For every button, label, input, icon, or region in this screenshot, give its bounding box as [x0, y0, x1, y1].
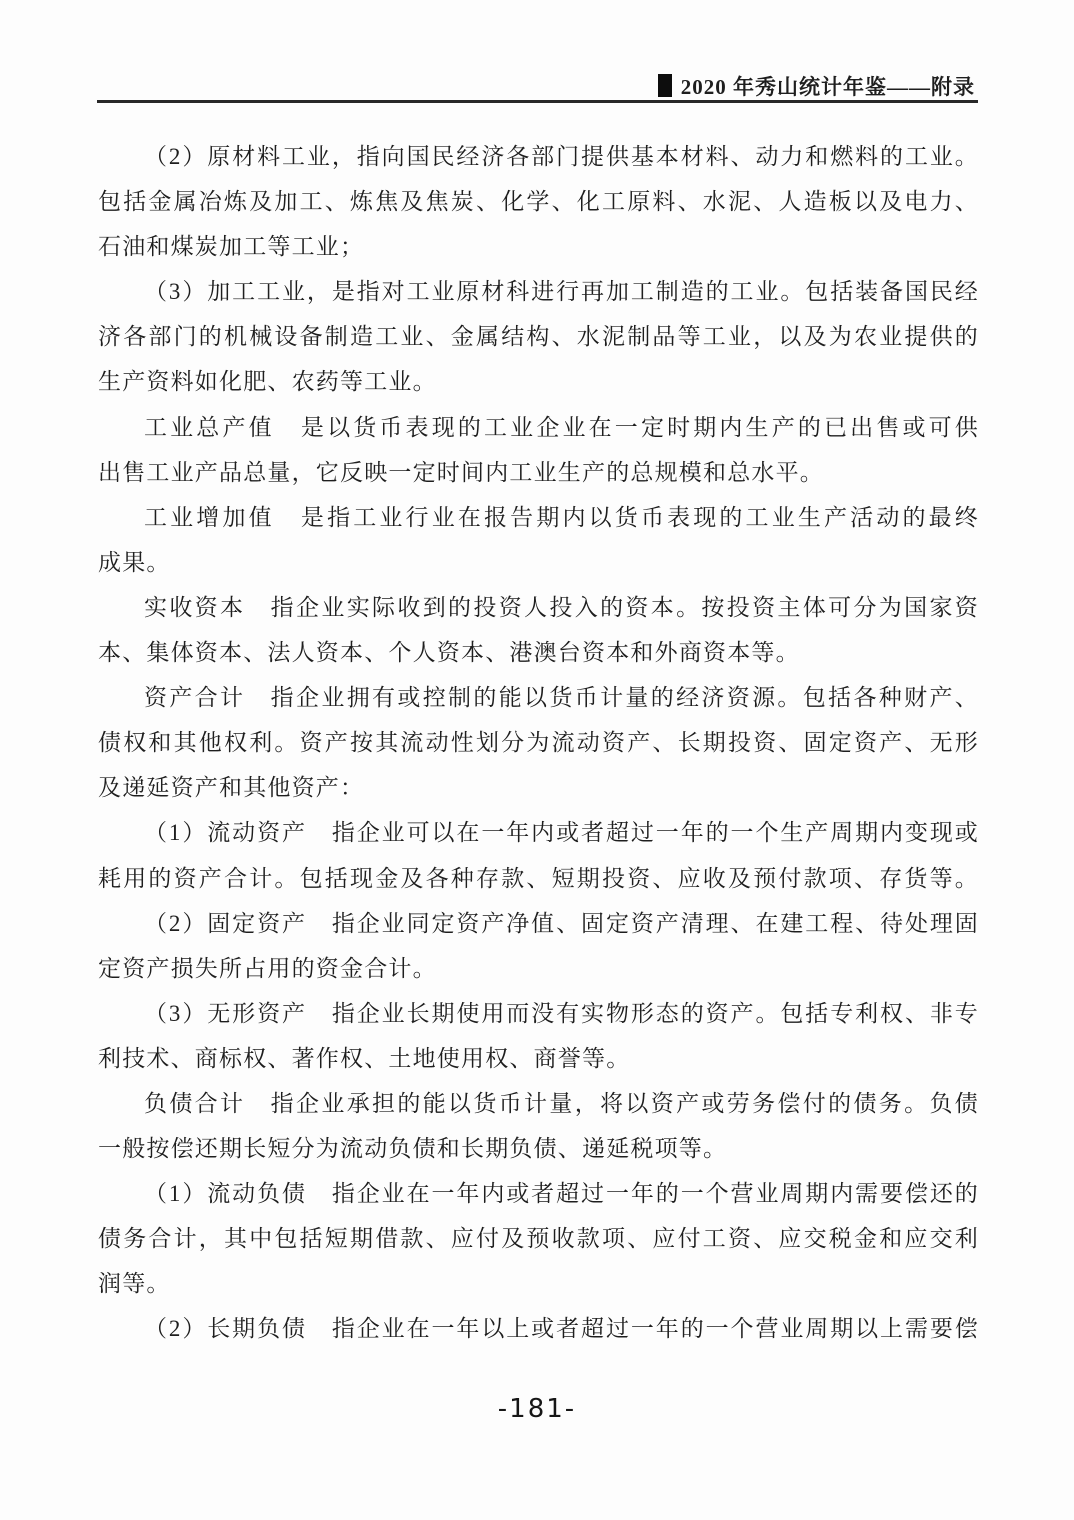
text-line: 债务合计，其中包括短期借款、应付及预收款项、应付工资、应交税金和应交利	[98, 1226, 979, 1252]
text-line: 资产合计 指企业拥有或控制的能以货币计量的经济资源。包括各种财产、	[144, 685, 979, 711]
text-line: 生产资料如化肥、农药等工业。	[98, 369, 437, 395]
text-line: 及递延资产和其他资产：	[98, 775, 365, 801]
text-line: （2）固定资产 指企业同定资产净值、固定资产清理、在建工程、待处理固	[144, 910, 979, 936]
text-line: 济各部门的机械设备制造工业、金属结构、水泥制品等工业，以及为农业提供的	[98, 324, 979, 350]
text-line: 工业总产值 是以货币表现的工业企业在一定时期内生产的已出售或可供	[144, 414, 979, 440]
text-line: 负债合计 指企业承担的能以货币计量，将以资产或劳务偿付的债务。负债	[144, 1090, 979, 1116]
text-line: 一般按偿还期长短分为流动负债和长期负债、递延税项等。	[98, 1136, 728, 1162]
text-line: 包括金属冶炼及加工、炼焦及焦炭、化学、化工原料、水泥、人造板以及电力、	[98, 189, 979, 215]
header-rule	[97, 100, 978, 103]
text-line: 利技术、商标权、著作权、土地使用权、商誉等。	[98, 1045, 631, 1071]
text-line: 成果。	[98, 549, 171, 575]
page-header	[97, 71, 975, 101]
text-line: 工业增加值 是指工业行业在报告期内以货币表现的工业生产活动的最终	[144, 504, 979, 530]
text-line: 润等。	[98, 1271, 171, 1297]
text-line: 定资产损失所占用的资金合计。	[98, 955, 437, 981]
text-line: （1）流动负债 指企业在一年内或者超过一年的一个营业周期内需要偿还的	[144, 1181, 979, 1207]
text-line: 债权和其他权利。资产按其流动性划分为流动资产、长期投资、固定资产、无形	[98, 730, 979, 756]
text-line: 出售工业产品总量，它反映一定时间内工业生产的总规模和总水平。	[98, 459, 824, 485]
text-line: 实收资本 指企业实际收到的投资人投入的资本。按投资主体可分为国家资	[144, 594, 979, 620]
page-number: -181-	[497, 1394, 577, 1424]
text-line: （3）无形资产 指企业长期使用而没有实物形态的资产。包括专利权、非专	[144, 1000, 979, 1026]
text-line: 本、集体资本、法人资本、个人资本、港澳台资本和外商资本等。	[98, 640, 800, 666]
page-footer	[0, 1394, 1074, 1424]
text-line: 石油和煤炭加工等工业；	[98, 234, 365, 260]
text-line: （2）原材料工业，指向国民经济各部门提供基本材料、动力和燃料的工业。	[144, 144, 979, 169]
black-bar-icon	[658, 74, 672, 97]
body-text	[98, 134, 979, 1352]
text-line: （2）长期负债 指企业在一年以上或者超过一年的一个营业周期以上需要偿	[144, 1316, 979, 1342]
text-line: （3）加工工业，是指对工业原材科进行再加工制造的工业。包括装备国民经	[144, 279, 979, 305]
header-title: 2020 年秀山统计年鉴——附录	[680, 75, 975, 99]
text-line: 耗用的资产合计。包括现金及各种存款、短期投资、应收及预付款项、存货等。	[98, 865, 979, 891]
text-line: （1）流动资产 指企业可以在一年内或者超过一年的一个生产周期内变现或	[144, 820, 979, 846]
